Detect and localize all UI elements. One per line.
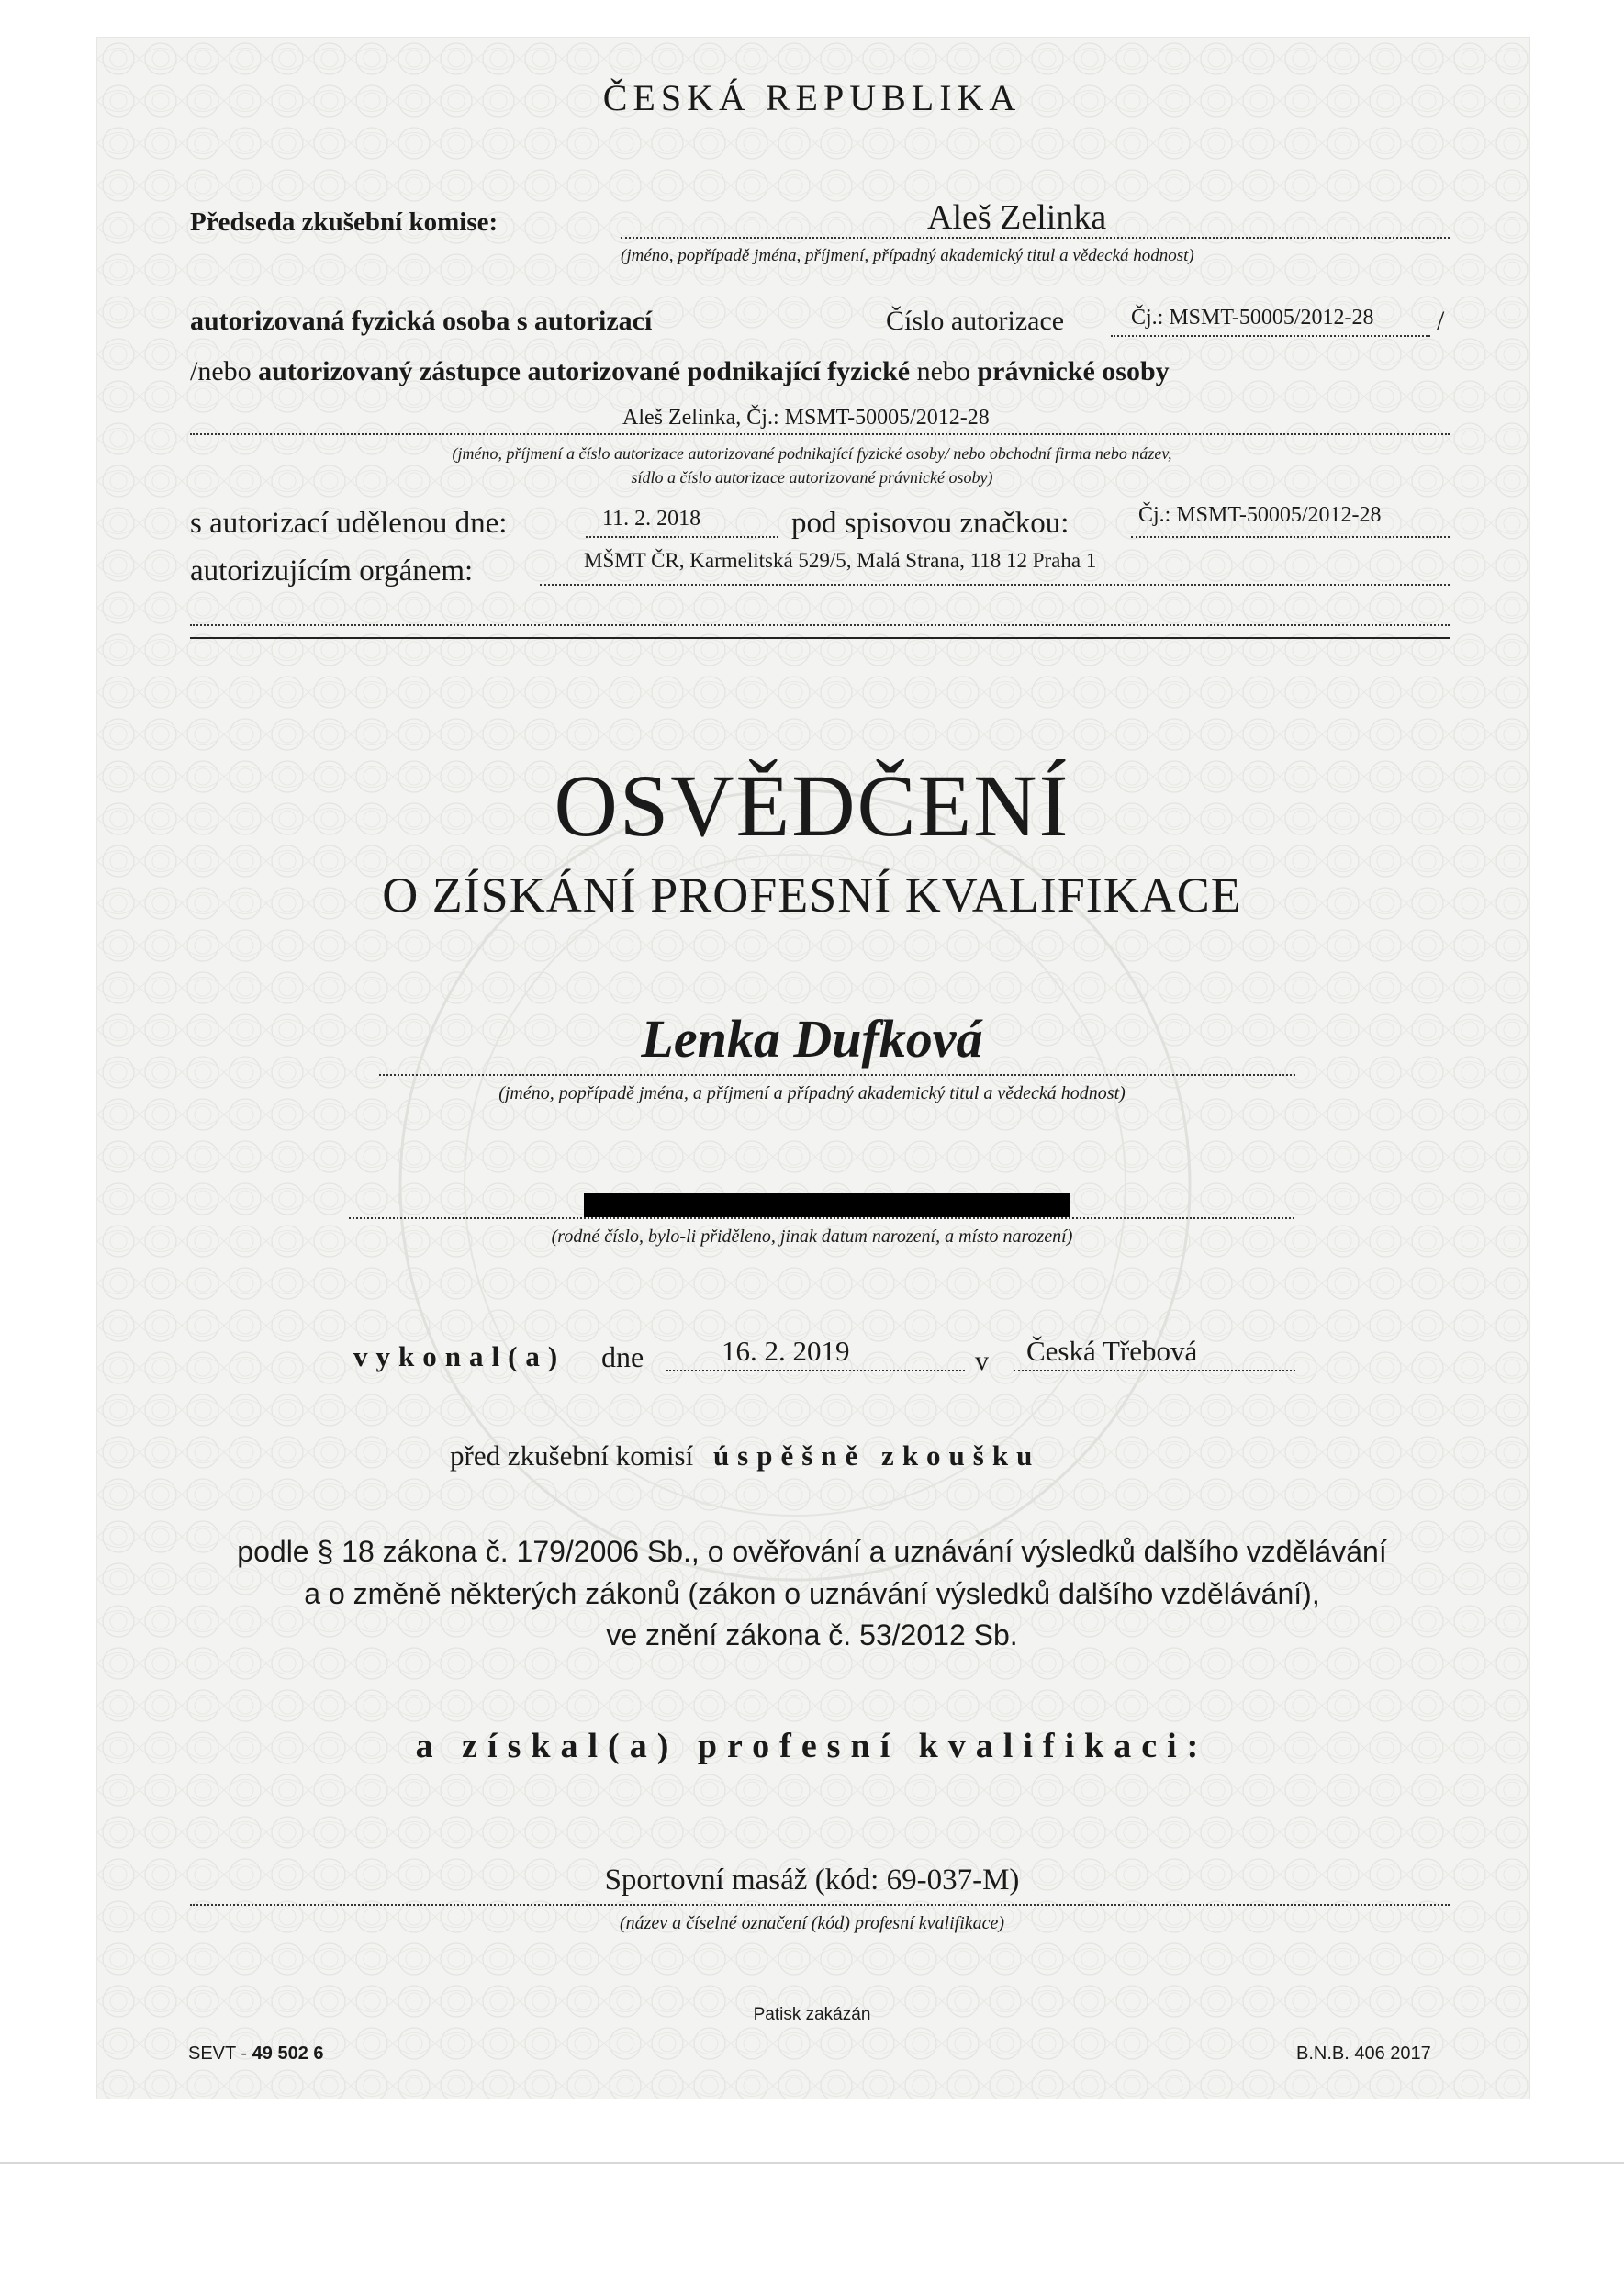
file-dotted-line	[1131, 536, 1450, 538]
file-label: pod spisovou značkou:	[791, 507, 1070, 540]
authorization-number-value: Čj.: MSMT-50005/2012-28	[1131, 306, 1374, 330]
granted-dotted-line	[586, 536, 778, 538]
law-line-3: ve znění zákona č. 53/2012 Sb.	[606, 1618, 1018, 1651]
authorized-person-hint-2: sídlo a číslo autorizace autorizované právnické osoby)	[631, 468, 993, 487]
authority-dotted-line	[540, 584, 1450, 586]
chair-hint: (jméno, popřípadě jména, příjmení, případný akademický titul a vědecká hodnost)	[621, 246, 1194, 265]
form-number: 49 502 6	[252, 2043, 324, 2064]
or-mid: nebo	[916, 356, 970, 386]
holder-name-hint: (jméno, popřípadě jména, a příjmení a případný akademický titul a vědecká hodnost)	[498, 1083, 1126, 1103]
authorized-person-value: Aleš Zelinka, Čj.: MSMT-50005/2012-28	[622, 406, 990, 430]
certificate-title: OSVĚDČENÍ	[554, 756, 1070, 855]
extra-dotted-line	[190, 624, 1450, 626]
holder-dotted-line	[379, 1074, 1295, 1076]
redacted-birth-data	[584, 1193, 1070, 1217]
holder-name: Lenka Dufková	[641, 1009, 983, 1069]
form-code	[188, 2043, 324, 2065]
successful-exam: úspěšně zkoušku	[712, 1439, 1041, 1472]
certificate-subtitle: O ZÍSKÁNÍ PROFESNÍ KVALIFIKACE	[382, 868, 1242, 923]
exam-place: Česká Třebová	[1026, 1335, 1198, 1367]
file-number: Čj.: MSMT-50005/2012-28	[1138, 503, 1382, 527]
qualification-heading: a získal(a) profesní kvalifikaci:	[415, 1727, 1209, 1765]
chair-label: Předseda zkušební komise:	[190, 207, 498, 237]
qualification-dotted-line	[190, 1904, 1450, 1906]
country-heading: ČESKÁ REPUBLIKA	[602, 77, 1022, 118]
law-line-1: podle § 18 zákona č. 179/2006 Sb., o ověřování a uznávání výsledků dalšího vzdělávání	[237, 1535, 1387, 1568]
authorization-number-label: Číslo autorizace	[886, 306, 1065, 336]
authorization-number-dotted-line	[1111, 335, 1430, 337]
authorization-slash: /	[1437, 306, 1445, 336]
legal-person-text: právnické osoby	[977, 356, 1170, 386]
authority-label: autorizujícím orgánem:	[190, 554, 474, 588]
qualification-hint: (název a číselné označení (kód) profesní kvalifikace)	[619, 1913, 1005, 1933]
authorization-representative	[190, 356, 1170, 387]
representative-text: autorizovaný zástupce autorizované podnikající fyzické	[258, 356, 911, 386]
exam-place-dotted-line	[1014, 1370, 1295, 1371]
section-divider	[190, 637, 1450, 639]
chair-name: Aleš Zelinka	[927, 198, 1107, 237]
before-committee: před zkušební komisí	[450, 1439, 694, 1472]
or-prefix: /nebo	[190, 356, 252, 386]
scan-edge-line	[0, 2162, 1624, 2164]
form-prefix: SEVT -	[188, 2043, 252, 2064]
authorized-person-hint-1: (jméno, příjmení a číslo autorizace autorizované podnikající fyzické osoby/ nebo obchodní firma nebo název,	[452, 444, 1172, 463]
exam-date: 16. 2. 2019	[722, 1335, 850, 1367]
exam-date-dotted-line	[666, 1370, 965, 1371]
birth-dotted-line	[349, 1217, 1294, 1219]
granted-date: 11. 2. 2018	[602, 507, 701, 531]
performed-text: vykonal(a)	[353, 1340, 566, 1372]
qualification-value: Sportovní masáž (kód: 69-037-M)	[604, 1864, 1020, 1897]
printer-code: B.N.B. 406 2017	[1296, 2043, 1431, 2064]
birth-hint: (rodné číslo, bylo-li přiděleno, jinak datum narození, a místo narození)	[551, 1226, 1073, 1247]
authorization-type: autorizovaná fyzická osoba s autorizací	[190, 306, 653, 336]
exam-place-label: v	[975, 1346, 989, 1376]
exam-date-label: dne	[601, 1340, 644, 1373]
authority-value: MŠMT ČR, Karmelitská 529/5, Malá Strana, 118 12 Praha 1	[584, 549, 1097, 572]
granted-label: s autorizací udělenou dne:	[190, 507, 508, 540]
law-line-2: a o změně některých zákonů (zákon o uznávání výsledků dalšího vzdělávání),	[304, 1577, 1320, 1610]
person-dotted-line	[190, 433, 1450, 435]
reprint-notice: Patisk zakázán	[753, 2005, 871, 2024]
exam-before-text	[450, 1439, 1040, 1472]
